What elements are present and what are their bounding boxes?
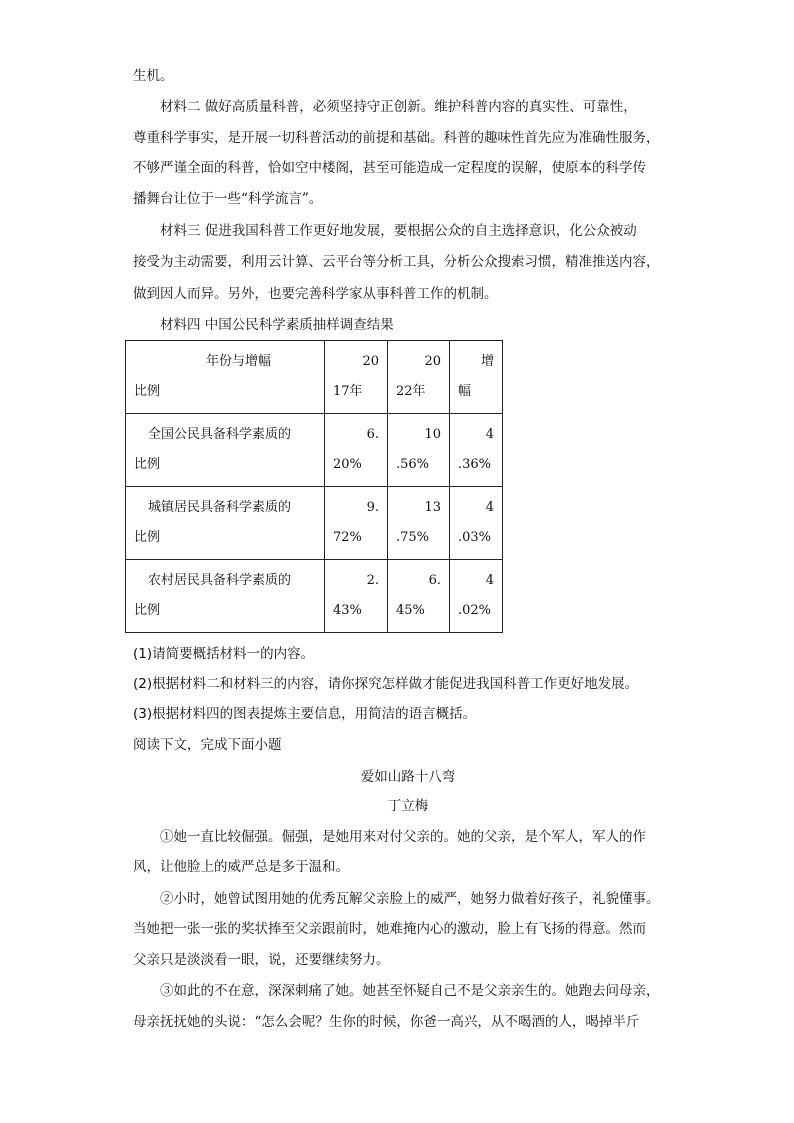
text-line: (3)根据材料四的图表提炼主要信息，用简洁的语言概括。 — [133, 706, 477, 722]
text-line: (1)请简要概括材料一的内容。 — [133, 646, 315, 662]
table-row — [126, 414, 503, 487]
cell-text: 13 — [424, 500, 441, 515]
cell-text: 幅 — [458, 384, 472, 399]
cell-text: 比例 — [134, 384, 161, 399]
cell-text: 全国公民具备科学素质的 — [148, 427, 292, 442]
cell-text: 4 — [485, 427, 494, 442]
table-cell — [325, 414, 388, 487]
text-line: ①她一直比较倔强。倔强，是她用来对付父亲的。她的父亲，是个军人，军人的作 — [160, 829, 646, 845]
table-cell — [388, 487, 450, 560]
table-header-row — [126, 341, 503, 414]
cell-text: 6. — [428, 573, 441, 588]
text-line: 当她把一张一张的奖状捧至父亲跟前时，她难掩内心的激动，脸上有飞扬的得意。然而 — [133, 921, 646, 937]
text-line: 风，让他脸上的威严总是多于温和。 — [133, 859, 349, 875]
table-cell — [450, 487, 503, 560]
cell-text: 增 — [480, 354, 494, 369]
text-line: 生机。 — [133, 68, 174, 84]
text-line: 材料二 做好高质量科普，必须坚持守正创新。维护科普内容的真实性、可靠性， — [160, 99, 637, 115]
material-4-caption: 材料四 中国公民科学素质抽样调查结果 — [160, 317, 394, 333]
cell-text: 4 — [485, 573, 494, 588]
cell-text: 年份与增幅 — [206, 354, 272, 369]
reading-instruction: 阅读下文，完成下面小题 — [133, 737, 282, 753]
cell-text: 比例 — [134, 530, 161, 545]
table-cell — [325, 560, 388, 633]
text-line: 接受为主动需要，利用云计算、云平台等分析工具，分析公众搜索习惯，精准推送内容， — [133, 254, 660, 270]
cell-text: 45% — [396, 603, 425, 618]
text-line: 做到因人而异。另外，也要完善科学家从事科普工作的机制。 — [133, 286, 498, 302]
text-line: 尊重科学事实，是开展一切科普活动的前提和基础。科普的趣味性首先应为准确性服务， — [133, 130, 660, 146]
table-cell — [126, 560, 325, 633]
cell-text: 比例 — [134, 457, 161, 472]
cell-text: 20% — [333, 457, 362, 472]
table-cell — [388, 414, 450, 487]
text-line: 父亲只是淡淡看一眼，说，还要继续努力。 — [133, 952, 390, 968]
text-line: 母亲抚抚她的头说：“怎么会呢？生你的时候，你爸一高兴，从不喝酒的人，喝掉半斤 — [133, 1014, 640, 1030]
cell-text: 4 — [485, 500, 494, 515]
table-cell — [126, 341, 325, 414]
cell-text: 10 — [424, 427, 441, 442]
table-cell — [325, 487, 388, 560]
table-cell — [126, 487, 325, 560]
cell-text: .56% — [396, 457, 430, 472]
table-row — [126, 560, 503, 633]
story-author: 丁立梅 — [387, 798, 429, 814]
cell-text: 20 — [424, 354, 441, 369]
text-line: (2)根据材料二和材料三的内容，请你探究怎样做才能促进我国科普工作更好地发展。 — [133, 676, 639, 692]
text-line: 不够严谨全面的科普，恰如空中楼阁，甚至可能造成一定程度的误解，使原本的科学传 — [133, 160, 646, 176]
table-cell — [450, 560, 503, 633]
table-cell — [325, 341, 388, 414]
cell-text: .36% — [458, 457, 492, 472]
cell-text: .02% — [458, 603, 492, 618]
cell-text: 城镇居民具备科学素质的 — [148, 500, 292, 515]
cell-text: 20 — [362, 354, 379, 369]
text-line: 材料三 促进我国科普工作更好地发展，要根据公众的自主选择意识，化公众被动 — [160, 223, 637, 239]
cell-text: 22年 — [396, 384, 426, 399]
table-cell — [450, 341, 503, 414]
survey-table — [125, 340, 503, 633]
table-row — [126, 487, 503, 560]
cell-text: .03% — [458, 530, 492, 545]
text-line: ②小时，她曾试图用她的优秀瓦解父亲脸上的威严，她努力做着好孩子，礼貌懂事。 — [160, 891, 660, 907]
cell-text: 2. — [366, 573, 379, 588]
table-cell — [388, 560, 450, 633]
text-line: 播舞台让位于一些“科学流言”。 — [133, 191, 323, 207]
cell-text: 72% — [333, 530, 362, 545]
cell-text: 17年 — [333, 384, 363, 399]
story-title: 爱如山路十八弯 — [360, 769, 456, 785]
cell-text: .75% — [396, 530, 430, 545]
table-cell — [126, 414, 325, 487]
cell-text: 农村居民具备科学素质的 — [148, 573, 292, 588]
table-cell — [388, 341, 450, 414]
text-line: ③如此的不在意，深深刺痛了她。她甚至怀疑自己不是父亲亲生的。她跑去问母亲， — [160, 983, 660, 999]
table-cell — [450, 414, 503, 487]
cell-text: 比例 — [134, 603, 161, 618]
cell-text: 6. — [366, 427, 379, 442]
cell-text: 9. — [366, 500, 379, 515]
cell-text: 43% — [333, 603, 362, 618]
